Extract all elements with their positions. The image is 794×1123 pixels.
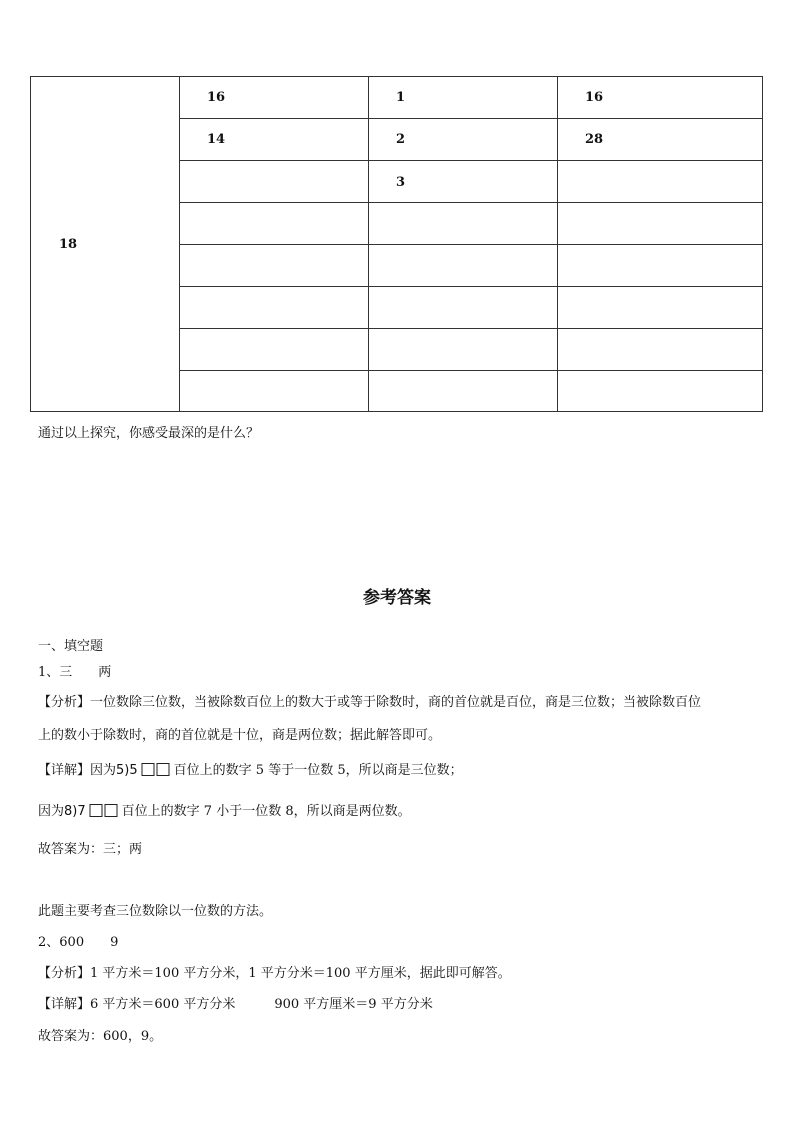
q1-note: 此题主要考查三位数除以一位数的方法。: [38, 904, 273, 919]
q2-answer: 2、600 9: [38, 935, 119, 950]
division-bracket-icon: ): [124, 763, 130, 778]
table-row-divider: [180, 286, 762, 287]
blank-boxes-icon: [89, 804, 119, 817]
q1-detail-suffix2: 百位上的数字 7 小于一位数 8，所以商是两位数。: [121, 804, 411, 819]
table-row-divider: [180, 202, 762, 203]
table-row-divider: [180, 328, 762, 329]
q2-analysis: 【分析】1 平方米＝100 平方分米，1 平方分米＝100 平方厘米，据此即可解答。: [38, 966, 511, 981]
q1-because: 因为: [38, 804, 65, 819]
table-row-divider: [180, 160, 762, 161]
q1-analysis-line1: 【分析】一位数除三位数，当被除数百位上的数大于或等于除数时，商的首位就是百位，商是三位数；当被除数百位: [38, 695, 702, 710]
division-bracket-icon: ): [72, 804, 78, 819]
table-left-label: 18: [59, 237, 78, 252]
q1-analysis-line2: 上的数小于除数时，商的首位就是十位，商是两位数；据此解答即可。: [38, 728, 442, 743]
q1-detail-line2: [38, 800, 411, 819]
page-title: 参考答案: [363, 588, 431, 608]
q1-detail-line1: [38, 759, 463, 778]
division-dividend: 7: [77, 804, 86, 819]
table-row-divider: [180, 244, 762, 245]
division-divisor: 5: [116, 763, 125, 778]
data-table: [30, 76, 763, 412]
blank-boxes-icon: [141, 763, 171, 776]
table-cell: 1: [396, 90, 406, 105]
q1-answer: 1、三 两: [38, 665, 112, 680]
division-divisor: 8: [64, 804, 73, 819]
q1-detail-prefix: 【详解】因为: [38, 763, 117, 778]
table-row-divider: [180, 118, 762, 119]
table-cell: 3: [396, 175, 406, 190]
q1-detail-suffix1: 百位上的数字 5 等于一位数 5，所以商是三位数；: [173, 763, 463, 778]
q2-final: 故答案为：600，9。: [38, 1029, 163, 1044]
table-cell: 14: [207, 132, 226, 147]
table-cell: 28: [585, 132, 604, 147]
table-row-divider: [180, 370, 762, 371]
table-cell: 16: [207, 90, 226, 105]
section-heading: 一、填空题: [38, 639, 104, 654]
table-cell: 16: [585, 90, 604, 105]
q2-detail: 【详解】6 平方米＝600 平方分米 900 平方厘米＝9 平方分米: [38, 997, 433, 1012]
division-dividend: 5: [129, 763, 138, 778]
reflection-question: 通过以上探究，你感受最深的是什么？: [38, 426, 260, 441]
table-cell: 2: [396, 132, 406, 147]
q1-final: 故答案为：三；两: [38, 842, 143, 857]
